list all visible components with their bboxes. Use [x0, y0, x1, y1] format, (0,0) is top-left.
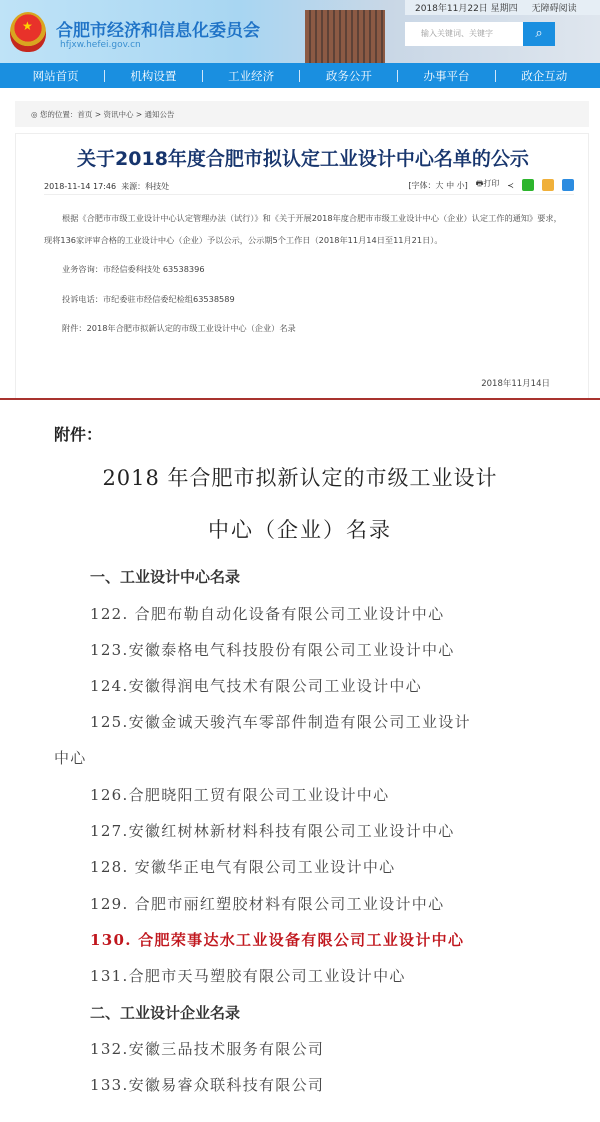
list-item: 125.安徽金诚天骏汽车零部件制造有限公司工业设计 [90, 713, 471, 731]
font-size-control[interactable]: [字体：大 中 小] [408, 180, 468, 190]
weibo-icon[interactable] [542, 179, 554, 191]
wechat-icon[interactable] [522, 179, 534, 191]
building-image [305, 10, 385, 63]
print-button[interactable]: 🖶打印 [475, 179, 500, 188]
doc-title-line2: 中心（企业）名录 [208, 518, 392, 542]
site-header [0, 0, 600, 63]
list-item: 132.安徽三品技术服务有限公司 [90, 1040, 325, 1058]
nav-home[interactable]: 网站首页 [32, 68, 79, 83]
list-item: 123.安徽泰格电气科技股份有限公司工业设计中心 [90, 641, 455, 659]
site-url: hfjxw.hefei.gov.cn [60, 40, 141, 50]
nav-service[interactable]: 办事平台 [423, 68, 470, 83]
doc-title-line1: 2018 年合肥市拟新认定的市级工业设计 [102, 466, 498, 490]
list-item: 122. 合肥布勒自动化设备有限公司工业设计中心 [90, 605, 445, 623]
location-icon: ◎ [31, 110, 40, 119]
list-item: 129. 合肥市丽红塑胶材料有限公司工业设计中心 [90, 895, 445, 913]
article-meta: 2018-11-14 17:46 来源：科技处 [字体：大 中 小] 🖶打印 ≺ [44, 181, 574, 195]
list-item-highlighted: 130. 合肥荣事达水工业设备有限公司工业设计中心 [90, 931, 465, 949]
search-button[interactable] [523, 22, 555, 46]
list-item-continued: 中心 [54, 749, 87, 767]
list-item: 126.合肥晓阳工贸有限公司工业设计中心 [90, 786, 390, 804]
main-nav [0, 63, 600, 88]
search-input[interactable]: 输入关键词、关键字 [405, 22, 523, 46]
section-heading: 二、工业设计企业名录 [90, 1004, 241, 1022]
section-heading: 一、工业设计中心名录 [90, 568, 241, 586]
qq-icon[interactable] [562, 179, 574, 191]
share-icon[interactable]: ≺ [507, 180, 514, 190]
nav-interaction[interactable]: 政企互动 [521, 68, 568, 83]
attachment-label: 附件： [54, 425, 103, 444]
list-item: 128. 安徽华正电气有限公司工业设计中心 [90, 858, 396, 876]
list-item: 131.合肥市天马塑胶有限公司工业设计中心 [90, 967, 406, 985]
national-emblem-icon: ★ [10, 12, 46, 52]
list-item: 133.安徽易睿众联科技有限公司 [90, 1076, 325, 1094]
search-icon: ⌕ [535, 26, 543, 41]
list-item: 127.安徽红树林新材料科技有限公司工业设计中心 [90, 822, 455, 840]
list-item: 124.安徽得润电气技术有限公司工业设计中心 [90, 677, 423, 695]
top-bar [405, 0, 600, 15]
site-title[interactable]: 合肥市经济和信息化委员会 [56, 21, 260, 41]
accessibility-link[interactable]: 无障碍阅读 [531, 4, 577, 14]
printer-icon: 🖶 [475, 179, 484, 188]
nav-industry[interactable]: 工业经济 [228, 68, 275, 83]
date-text: 2018年11月22日 星期四 [415, 4, 518, 14]
article-title: 关于2018年度合肥市拟认定工业设计中心名单的公示 [77, 148, 529, 170]
nav-organization[interactable]: 机构设置 [130, 68, 177, 83]
article [15, 133, 589, 398]
article-body: 根据《合肥市市级工业设计中心认定管理办法（试行）》和《关于开展2018年度合肥市市级工业设计中心（企业）认定工作的通知》要求，现将136家评审合格的工业设计中心（企业）予以公示，公示期5个工作日（2018年11月14日至11月21日）。 业务咨询：市经信委科技处 63538396 投诉电话：市纪委驻市经信委纪检组63538589 附件：2018年合肥市拟新认定的市级工业设计中心（企业）名录 [44, 213, 562, 333]
divider [0, 398, 600, 400]
nav-public-affairs[interactable]: 政务公开 [325, 68, 372, 83]
breadcrumb: ◎ 您的位置：首页 > 资讯中心 > 通知公告 [15, 101, 589, 127]
sign-date: 2018年11月14日 [481, 379, 550, 389]
